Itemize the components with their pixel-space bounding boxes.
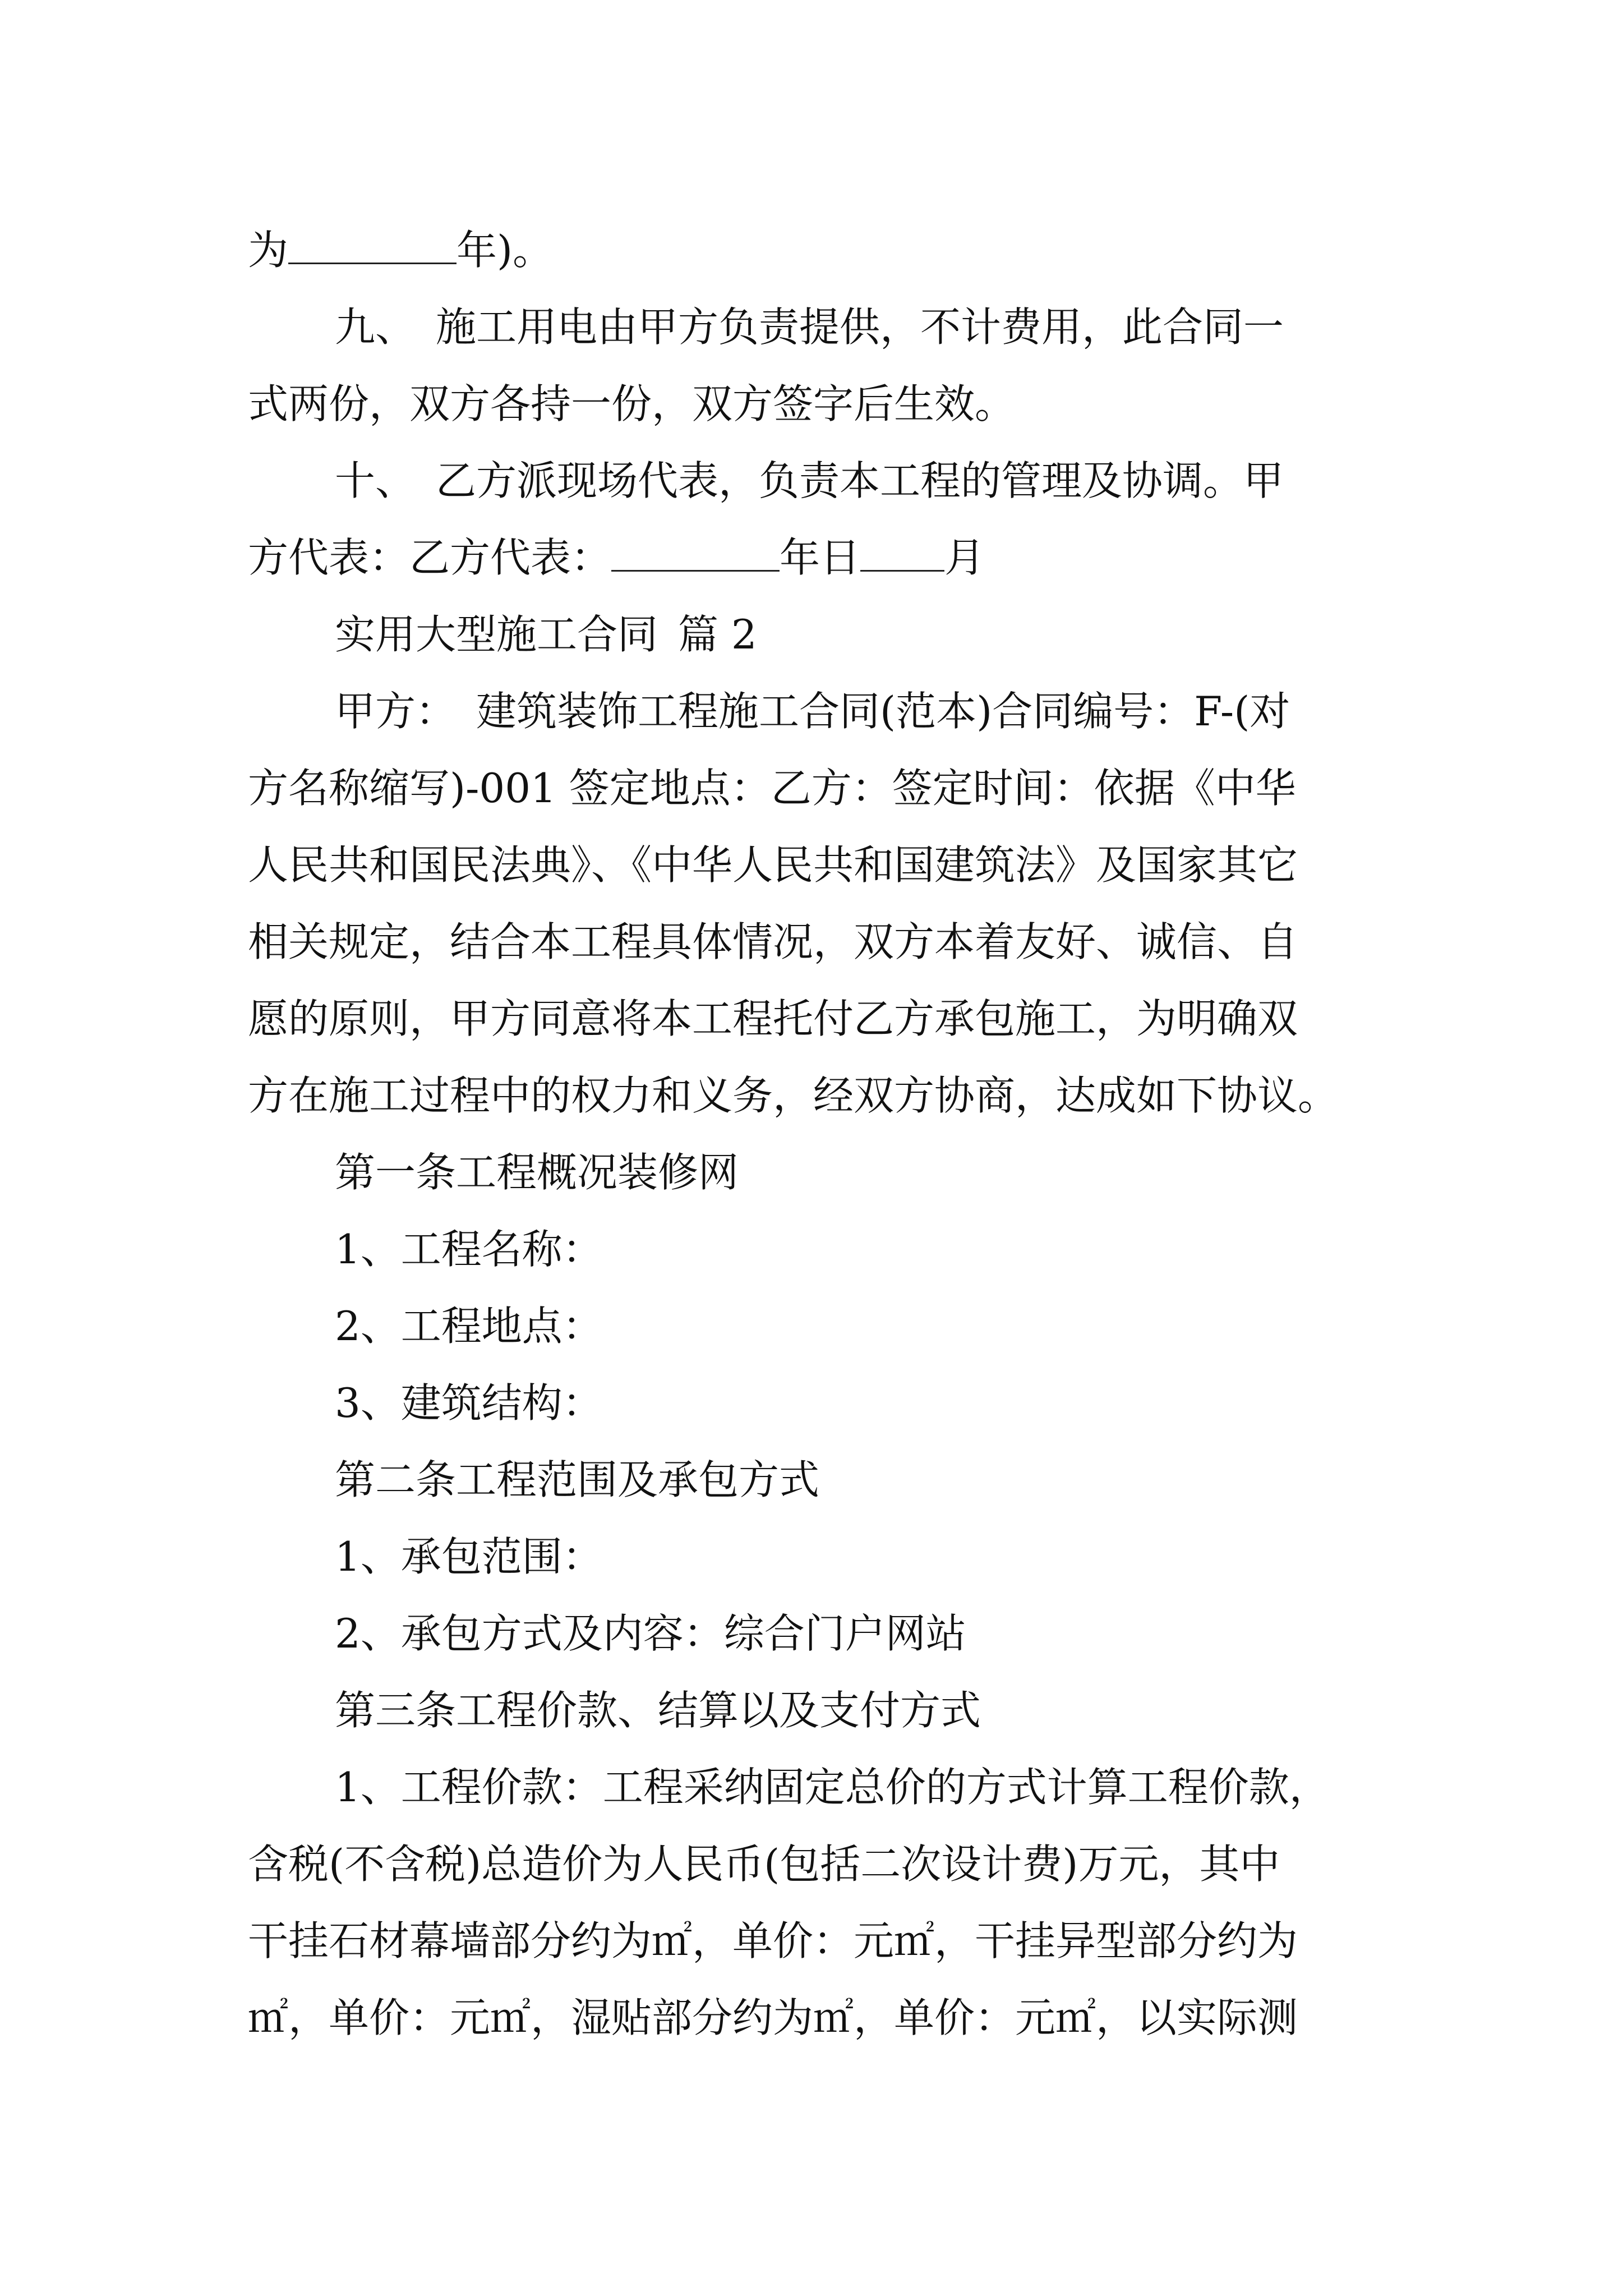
document-body (248, 212, 1384, 2056)
text-fragment: 甲方： (335, 688, 457, 735)
text-line: 愿的原则，甲方同意将本工程托付乙方承包施工，为明确双 (248, 995, 1298, 1042)
text-fragment: 乙方派现场代表，负责本工程的管理及协调。甲 (436, 457, 1284, 504)
article-three-heading: 第三条工程价款、结算以及支付方式 (335, 1687, 981, 1734)
text-fragment: 年日 (780, 534, 861, 581)
list-item: 1、承包范围： (335, 1533, 603, 1580)
party-a-line (248, 673, 1384, 750)
fill-in-blank (288, 226, 457, 264)
text-line: 相关规定，结合本工程具体情况，双方本着友好、诚信、自 (248, 918, 1298, 965)
article-two-heading: 第二条工程范围及承包方式 (335, 1456, 820, 1503)
clause-number: 九、 (335, 303, 416, 351)
list-item: 2、工程地点： (335, 1303, 603, 1350)
text-line: 人民共和国民法典》、《中华人民共和国建筑法》及国家其它 (248, 841, 1298, 889)
text-fragment: 月 (944, 534, 985, 581)
text-line: 含税(不含税)总造价为人民币(包括二次设计费)万元，其中 (248, 1841, 1280, 1888)
list-item: 3、建筑结构： (335, 1379, 603, 1427)
heading-title: 实用大型施工合同 (335, 611, 658, 658)
text-fragment: 为 (248, 227, 289, 274)
clause-ten (248, 443, 1384, 519)
text-fragment: 建筑装饰工程施工合同(范本)合同编号：F-(对 (476, 688, 1290, 735)
clause-number: 十、 (335, 457, 416, 504)
text-line: ㎡，单价：元㎡，湿贴部分约为㎡，单价：元㎡，以实际测 (248, 1994, 1298, 2041)
section-heading (248, 596, 1384, 673)
clause-nine (248, 289, 1384, 366)
list-item: 2、承包方式及内容：综合门户网站 (335, 1610, 966, 1657)
text-line (248, 212, 1384, 289)
text-line: 方在施工过程中的权力和义务，经双方协商，达成如下协议。 (248, 1072, 1339, 1119)
fill-in-blank (860, 533, 944, 572)
text-line: 方名称缩写)-001 签定地点：乙方：签定时间：依据《中华 (248, 765, 1296, 812)
list-item: 1、工程价款：工程采纳固定总价的方式计算工程价款， (335, 1764, 1330, 1811)
fill-in-blank (611, 533, 780, 572)
signature-line (248, 519, 1384, 596)
text-fragment: 年)。 (457, 227, 554, 274)
text-line: 式两份，双方各持一份，双方签字后生效。 (248, 380, 1016, 427)
article-one-heading: 第一条工程概况装修网 (335, 1149, 739, 1196)
list-item: 1、工程名称： (335, 1226, 603, 1273)
text-line: 干挂石材幕墙部分约为㎡，单价：元㎡，干挂异型部分约为 (248, 1917, 1298, 1964)
text-fragment: 施工用电由甲方负责提供，不计费用，此合同一 (436, 303, 1284, 351)
heading-number: 篇 2 (678, 611, 757, 658)
text-fragment: 方代表：乙方代表： (248, 534, 612, 581)
